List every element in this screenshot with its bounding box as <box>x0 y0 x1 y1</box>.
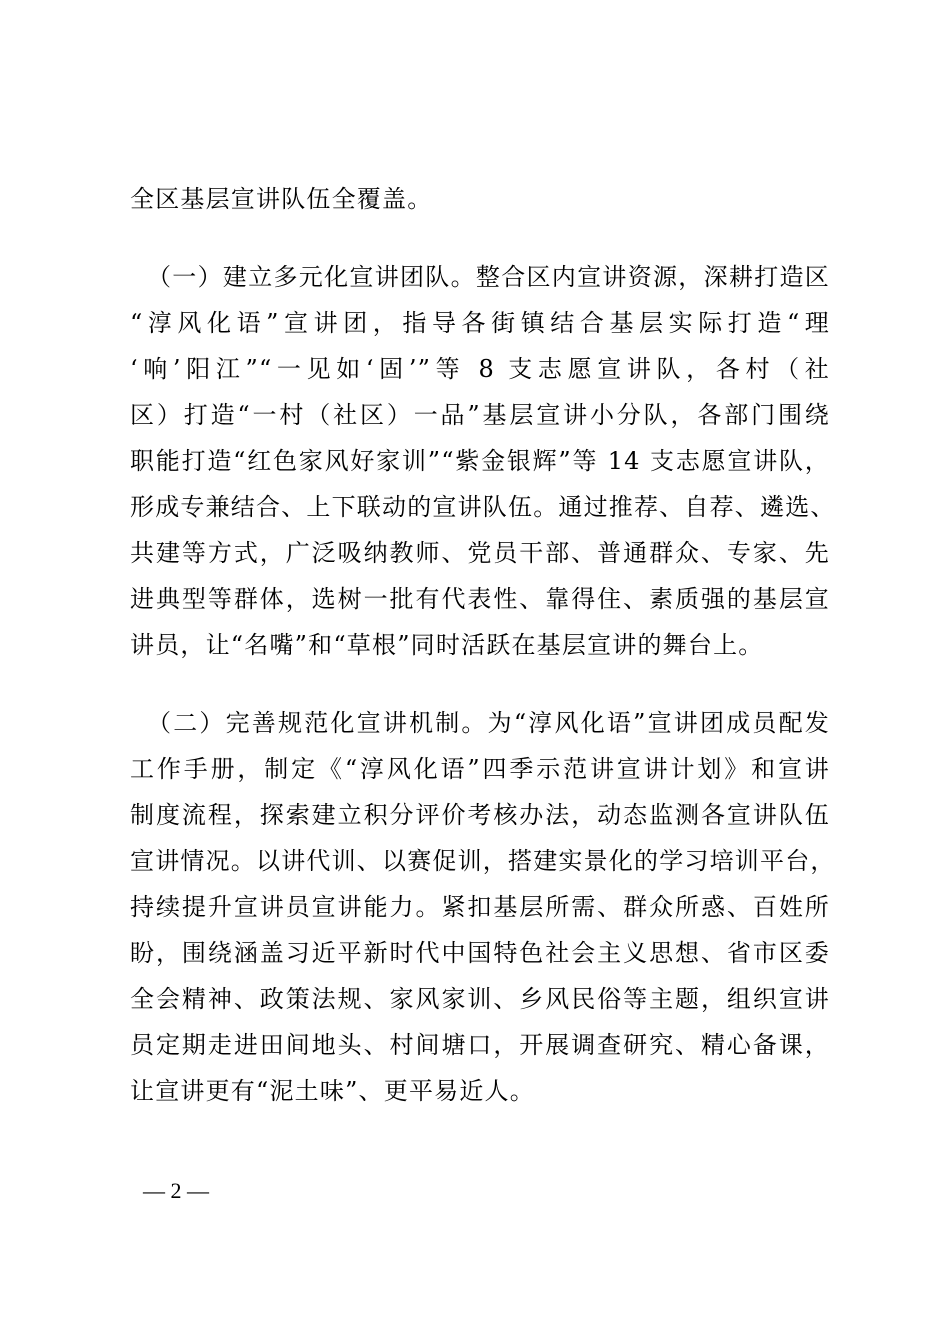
paragraph-line: 让宣讲更有“泥土味”、更平易近人。 <box>130 1077 535 1105</box>
page-number: — 2 — <box>143 1178 209 1203</box>
paragraph-line: 工作手册，制定《“淳风化语”四季示范讲宣讲计划》和宣讲 <box>130 755 830 783</box>
paragraph-line: （二）完善规范化宣讲机制。为“淳风化语”宣讲团成员配发 <box>147 709 830 737</box>
paragraph-line: 员定期走进田间地头、村间塘口，开展调查研究、精心备课， <box>130 1031 830 1059</box>
paragraph-line: 全会精神、政策法规、家风家训、乡风民俗等主题，组织宣讲 <box>130 985 830 1013</box>
paragraph-line: （一）建立多元化宣讲团队。整合区内宣讲资源，深耕打造区 <box>147 263 830 291</box>
paragraph-line: 进典型等群体，选树一批有代表性、靠得住、素质强的基层宣 <box>130 585 830 613</box>
paragraph-line: 讲员，让“名嘴”和“草根”同时活跃在基层宣讲的舞台上。 <box>130 631 764 659</box>
paragraph-line: 宣讲情况。以讲代训、以赛促训，搭建实景化的学习培训平台， <box>130 847 836 875</box>
paragraph-line: “淳风化语”宣讲团，指导各街镇结合基层实际打造“理 <box>130 309 830 337</box>
paragraph-line: 职能打造“红色家风好家训”“紫金银辉”等 14 支志愿宣讲队， <box>130 447 830 475</box>
paragraph-line: ‘响’阳江”“一见如‘固’”等 8 支志愿宣讲队，各村（社 <box>130 355 830 383</box>
continuation-line: 全区基层宣讲队伍全覆盖。 <box>130 185 433 213</box>
paragraph-line: 共建等方式，广泛吸纳教师、党员干部、普通群众、专家、先 <box>130 539 830 567</box>
paragraph-line: 制度流程，探索建立积分评价考核办法，动态监测各宣讲队伍 <box>130 801 830 829</box>
paragraph-line: 盼，围绕涵盖习近平新时代中国特色社会主义思想、省市区委 <box>130 939 830 967</box>
paragraph-line: 持续提升宣讲员宣讲能力。紧扣基层所需、群众所惑、百姓所 <box>130 893 830 921</box>
paragraph-line: 形成专兼结合、上下联动的宣讲队伍。通过推荐、自荐、遴选、 <box>130 493 836 521</box>
paragraph-line: 区）打造“一村（社区）一品”基层宣讲小分队，各部门围绕 <box>130 401 830 429</box>
